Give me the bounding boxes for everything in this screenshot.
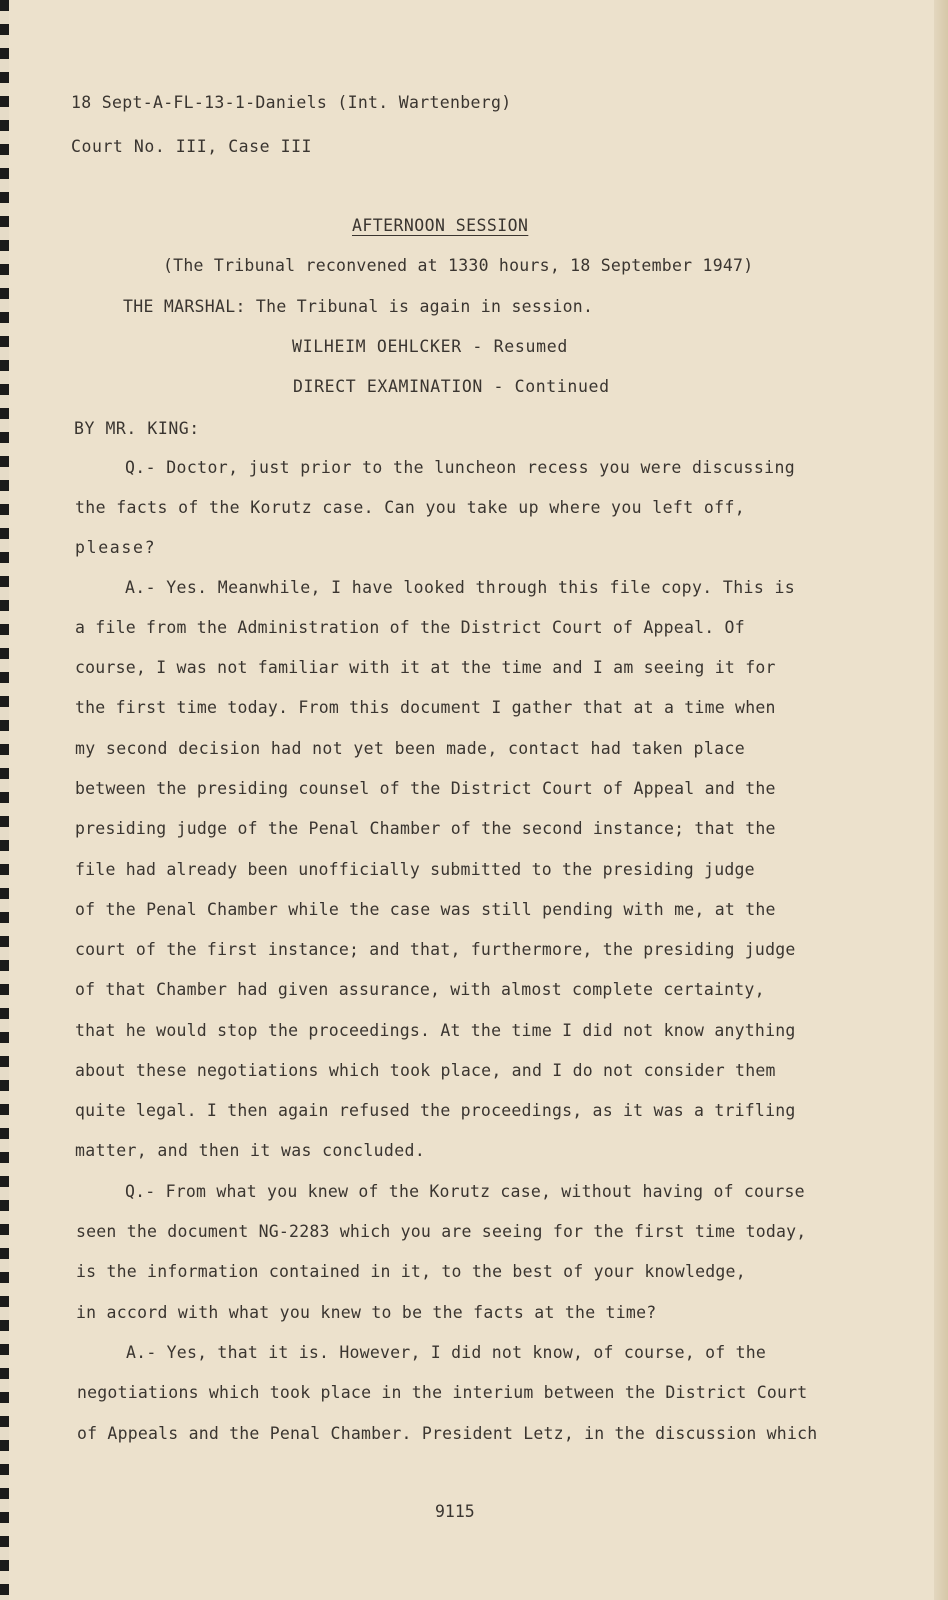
reconvened-note: (The Tribunal reconvened at 1330 hours, 18 September 1947) xyxy=(163,256,754,275)
transcript-line: of Appeals and the Penal Chamber. President Letz, in the discussion which xyxy=(77,1424,818,1443)
transcript-line: file had already been unofficially submitted to the presiding judge xyxy=(75,860,755,879)
transcript-line: between the presiding counsel of the District Court of Appeal and the xyxy=(75,779,776,798)
transcript-line: matter, and then it was concluded. xyxy=(75,1141,426,1160)
session-title: AFTERNOON SESSION xyxy=(352,216,529,235)
transcript-line: A.- Yes, that it is. However, I did not know, of course, of the xyxy=(126,1343,767,1362)
transcript-line: the facts of the Korutz case. Can you take up where you left off, xyxy=(75,498,746,517)
binder-holes xyxy=(0,0,9,1600)
header-court: Court No. III, Case III xyxy=(71,137,313,156)
transcript-line: a file from the Administration of the District Court of Appeal. Of xyxy=(75,618,745,637)
transcript-line: A.- Yes. Meanwhile, I have looked through this file copy. This is xyxy=(125,578,796,597)
transcript-line: of the Penal Chamber while the case was still pending with me, at the xyxy=(75,900,776,919)
transcript-line: that he would stop the proceedings. At the time I did not know anything xyxy=(75,1021,796,1040)
page-number: 9115 xyxy=(435,1502,475,1521)
transcript-line: negotiations which took place in the interium between the District Court xyxy=(77,1383,808,1402)
transcript-line: presiding judge of the Penal Chamber of the second instance; that the xyxy=(75,819,776,838)
transcript-line: quite legal. I then again refused the proceedings, as it was a trifling xyxy=(75,1101,796,1120)
transcript-line: court of the first instance; and that, furthermore, the presiding judge xyxy=(75,940,796,959)
transcript-line: Q.- Doctor, just prior to the luncheon recess you were discussing xyxy=(125,458,796,477)
page-edge xyxy=(934,0,948,1600)
marshal-statement: THE MARSHAL: The Tribunal is again in session. xyxy=(123,297,594,316)
witness-heading: WILHEIM OEHLCKER - Resumed xyxy=(292,337,568,356)
transcript-line: the first time today. From this document I gather that at a time when xyxy=(75,698,776,717)
transcript-line: Q.- From what you knew of the Korutz case, without having of course xyxy=(125,1182,805,1201)
by-counsel: BY MR. KING: xyxy=(74,419,200,438)
header-reference: 18 Sept-A-FL-13-1-Daniels (Int. Wartenberg) xyxy=(71,93,512,112)
transcript-line: in accord with what you knew to be the facts at the time? xyxy=(76,1303,657,1322)
transcript-line: seen the document NG-2283 which you are seeing for the first time today, xyxy=(76,1222,807,1241)
transcript-line: of that Chamber had given assurance, with almost complete certainty, xyxy=(75,980,765,999)
examination-heading: DIRECT EXAMINATION - Continued xyxy=(293,377,610,396)
transcript-line: please? xyxy=(75,538,157,557)
transcript-line: course, I was not familiar with it at the time and I am seeing it for xyxy=(75,658,776,677)
transcript-line: is the information contained in it, to the best of your knowledge, xyxy=(76,1262,746,1281)
transcript-line: my second decision had not yet been made, contact had taken place xyxy=(75,739,746,758)
transcript-line: about these negotiations which took place, and I do not consider them xyxy=(75,1061,776,1080)
